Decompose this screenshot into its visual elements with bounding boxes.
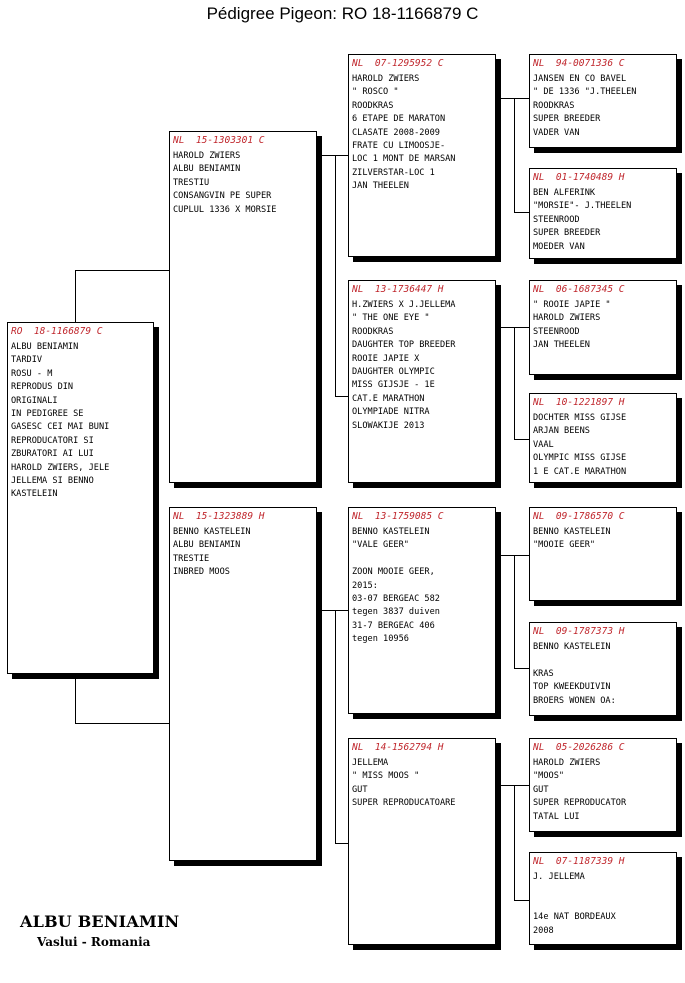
note-line: 2015: — [352, 580, 378, 591]
note-line: GUT — [533, 784, 549, 795]
note-line: VADER VAN — [533, 127, 580, 138]
note-line: OLYMPIADE NITRA — [352, 407, 430, 418]
pigeon-notes — [352, 757, 492, 811]
note-line: CLASATE 2008-2009 — [352, 127, 440, 138]
pigeon-notes — [533, 871, 673, 938]
connector-line — [514, 212, 530, 213]
connector-line — [335, 396, 349, 397]
connector-line — [335, 610, 336, 843]
connector-line — [514, 785, 515, 900]
note-line: TRESTIU — [173, 177, 210, 188]
connector-line — [316, 610, 349, 611]
connector-line — [316, 155, 349, 156]
ring-number: NL 05-2026286 C — [533, 742, 625, 753]
connector-line — [335, 843, 349, 844]
pigeon-box-sire-dam — [348, 280, 496, 483]
connector-line — [514, 555, 515, 668]
note-line: 2008 — [533, 925, 554, 936]
note-line: ZILVERSTAR-LOC 1 — [352, 167, 435, 178]
note-line: CONSANGVIN PE SUPER — [173, 191, 272, 202]
note-line: TOP KWEEKDUIVIN — [533, 682, 611, 693]
note-line: STEENROOD — [533, 214, 580, 225]
note-line: " DE 1336 "J.THEELEN — [533, 87, 637, 98]
note-line — [533, 884, 673, 897]
note-line: TARDIV — [11, 355, 43, 366]
note-line: BROERS WONEN OA: — [533, 695, 616, 706]
note-line: KASTELEIN — [11, 489, 58, 500]
note-line: ALBU BENIAMIN — [173, 164, 241, 175]
pigeon-notes — [352, 73, 492, 194]
note-line: FRATE CU LIMOOSJE- — [352, 141, 446, 152]
pigeon-notes — [533, 526, 673, 553]
pigeon-notes — [533, 412, 673, 479]
connector-line — [514, 439, 530, 440]
note-line: VAAL — [533, 439, 554, 450]
note-line — [352, 553, 492, 566]
note-line: MISS GIJSJE - 1E — [352, 380, 435, 391]
note-line: SUPER REPRODUCATOARE — [352, 798, 456, 809]
pigeon-box-sire — [169, 131, 317, 483]
pigeon-notes — [352, 526, 492, 647]
ring-number: NL 10-1221897 H — [533, 397, 625, 408]
note-line: JELLEMA — [352, 758, 389, 768]
connector-line — [75, 270, 76, 323]
pigeon-notes — [533, 299, 673, 353]
pigeon-box-dam-dam — [348, 738, 496, 945]
note-line — [533, 654, 673, 667]
note-line: ROODKRAS — [533, 100, 575, 111]
note-line: CAT.E MARATHON — [352, 393, 425, 404]
note-line: 6 ETAPE DE MARATON — [352, 114, 446, 125]
note-line: "MOOIE GEER" — [533, 540, 596, 551]
ring-number: NL 07-1295952 C — [352, 58, 444, 69]
note-line: ZOON MOOIE GEER, — [352, 567, 435, 578]
note-line: REPRODUCATORI SI — [11, 435, 94, 446]
note-line: GUT — [352, 784, 368, 795]
note-line: " ROOIE JAPIE " — [533, 300, 611, 310]
ring-number: NL 09-1786570 C — [533, 511, 625, 522]
note-line: " MISS MOOS " — [352, 771, 420, 782]
note-line: JELLEMA SI BENNO — [11, 476, 94, 487]
note-line: tegen 3837 duiven — [352, 607, 440, 618]
note-line: H.ZWIERS X J.JELLEMA — [352, 300, 456, 310]
note-line: BENNO KASTELEIN — [173, 527, 251, 537]
note-line: 31-7 BERGEAC 406 — [352, 620, 435, 631]
pigeon-notes — [11, 341, 150, 502]
note-line: BENNO KASTELEIN — [352, 527, 430, 537]
note-line: ARJAN BEENS — [533, 426, 590, 437]
note-line: BENNO KASTELEIN — [533, 642, 611, 652]
note-line: " ROSCO " — [352, 87, 399, 98]
note-line: ALBU BENIAMIN — [173, 540, 241, 551]
note-line: "VALE GEER" — [352, 540, 409, 551]
breeder-location: Vaslui - Romania — [37, 935, 151, 949]
note-line: JANSEN EN CO BAVEL — [533, 74, 627, 84]
note-line: ROSU - M — [11, 368, 53, 379]
note-line: ROOIE JAPIE X — [352, 353, 420, 364]
pigeon-notes — [173, 150, 313, 217]
ring-number: NL 01-1740489 H — [533, 172, 625, 183]
note-line: HAROLD ZWIERS — [533, 758, 601, 768]
pigeon-box-subject — [7, 322, 154, 674]
note-line: OLYMPIC MISS GIJSE — [533, 453, 627, 464]
note-line: REPRODUS DIN — [11, 382, 74, 393]
connector-line — [514, 900, 530, 901]
note-line: " THE ONE EYE " — [352, 313, 430, 324]
page-title: Pédigree Pigeon: RO 18-1166879 C — [206, 4, 479, 23]
note-line: HAROLD ZWIERS — [352, 74, 420, 84]
note-line: ROODKRAS — [352, 326, 394, 337]
note-line: "MOOS" — [533, 771, 565, 782]
note-line: DAUGHTER TOP BREEDER — [352, 340, 456, 351]
connector-line — [514, 668, 530, 669]
pigeon-box-dds — [529, 738, 677, 832]
note-line: SUPER REPRODUCATOR — [533, 798, 627, 809]
ring-number: NL 14-1562794 H — [352, 742, 444, 753]
note-line: LOC 1 MONT DE MARSAN — [352, 154, 456, 165]
ring-number: NL 13-1759085 C — [352, 511, 444, 522]
pigeon-notes — [533, 641, 673, 708]
note-line: 1 E CAT.E MARATHON — [533, 466, 627, 477]
note-line: IN PEDIGREE SE — [11, 409, 84, 420]
ring-number: NL 15-1303301 C — [173, 135, 265, 146]
connector-line — [497, 785, 530, 786]
note-line: INBRED MOOS — [173, 567, 230, 578]
connector-line — [335, 155, 336, 396]
ring-number: NL 15-1323889 H — [173, 511, 265, 522]
note-line: GASESC CEI MAI BUNI — [11, 422, 110, 433]
ring-number: NL 06-1687345 C — [533, 284, 625, 295]
note-line: ORIGINALI — [11, 395, 58, 406]
pigeon-notes — [533, 73, 673, 140]
pigeon-notes — [352, 299, 492, 433]
note-line: ROODKRAS — [352, 100, 394, 111]
note-line: ZBURATORI AI LUI — [11, 449, 94, 460]
note-line: 03-07 BERGEAC 582 — [352, 594, 440, 605]
pigeon-box-sdd — [529, 393, 677, 483]
connector-line — [75, 673, 76, 724]
pigeon-notes — [533, 757, 673, 824]
note-line: DOCHTER MISS GIJSE — [533, 413, 627, 423]
note-line: JAN THEELEN — [352, 181, 409, 192]
note-line: HAROLD ZWIERS — [173, 151, 241, 161]
connector-line — [514, 327, 515, 439]
note-line: J. JELLEMA — [533, 872, 585, 882]
pigeon-box-dsd — [529, 622, 677, 716]
note-line: MOEDER VAN — [533, 241, 585, 252]
note-line — [533, 898, 673, 911]
note-line: 14e NAT BORDEAUX — [533, 912, 616, 923]
connector-line — [497, 98, 530, 99]
note-line: SUPER BREEDER — [533, 114, 601, 125]
connector-line — [497, 555, 530, 556]
pigeon-box-dam — [169, 507, 317, 861]
note-line: ALBU BENIAMIN — [11, 342, 79, 352]
note-line: BENNO KASTELEIN — [533, 527, 611, 537]
note-line: SUPER BREEDER — [533, 228, 601, 239]
ring-number: NL 13-1736447 H — [352, 284, 444, 295]
note-line: STEENROOD — [533, 326, 580, 337]
note-line: HAROLD ZWIERS — [533, 313, 601, 324]
ring-number: NL 09-1787373 H — [533, 626, 625, 637]
pigeon-box-sire-sire — [348, 54, 496, 257]
note-line: tegen 10956 — [352, 634, 409, 645]
pigeon-box-ssd — [529, 168, 677, 259]
pigeon-box-sds — [529, 280, 677, 375]
connector-line — [514, 98, 515, 212]
pigeon-notes — [173, 526, 313, 580]
pigeon-box-dam-sire — [348, 507, 496, 714]
note-line: BEN ALFERINK — [533, 188, 596, 198]
ring-number: NL 94-0071336 C — [533, 58, 625, 69]
breeder-name: ALBU BENIAMIN — [20, 912, 180, 931]
pigeon-notes — [533, 187, 673, 254]
ring-number: NL 07-1187339 H — [533, 856, 625, 867]
pigeon-box-sss — [529, 54, 677, 148]
note-line: TATAL LUI — [533, 811, 580, 822]
note-line: CUPLUL 1336 X MORSIE — [173, 204, 277, 215]
pigeon-box-dss — [529, 507, 677, 601]
note-line: KRAS — [533, 668, 554, 679]
connector-line — [75, 723, 172, 724]
note-line: "MORSIE"- J.THEELEN — [533, 201, 632, 212]
ring-number: RO 18-1166879 C — [11, 326, 103, 337]
note-line: DAUGHTER OLYMPIC — [352, 367, 435, 378]
connector-line — [75, 270, 172, 271]
note-line: SLOWAKIJE 2013 — [352, 420, 425, 431]
note-line: HAROLD ZWIERS, JELE — [11, 462, 110, 473]
pigeon-box-ddd — [529, 852, 677, 945]
connector-line — [497, 327, 530, 328]
note-line: TRESTIE — [173, 553, 210, 564]
note-line: JAN THEELEN — [533, 340, 590, 351]
